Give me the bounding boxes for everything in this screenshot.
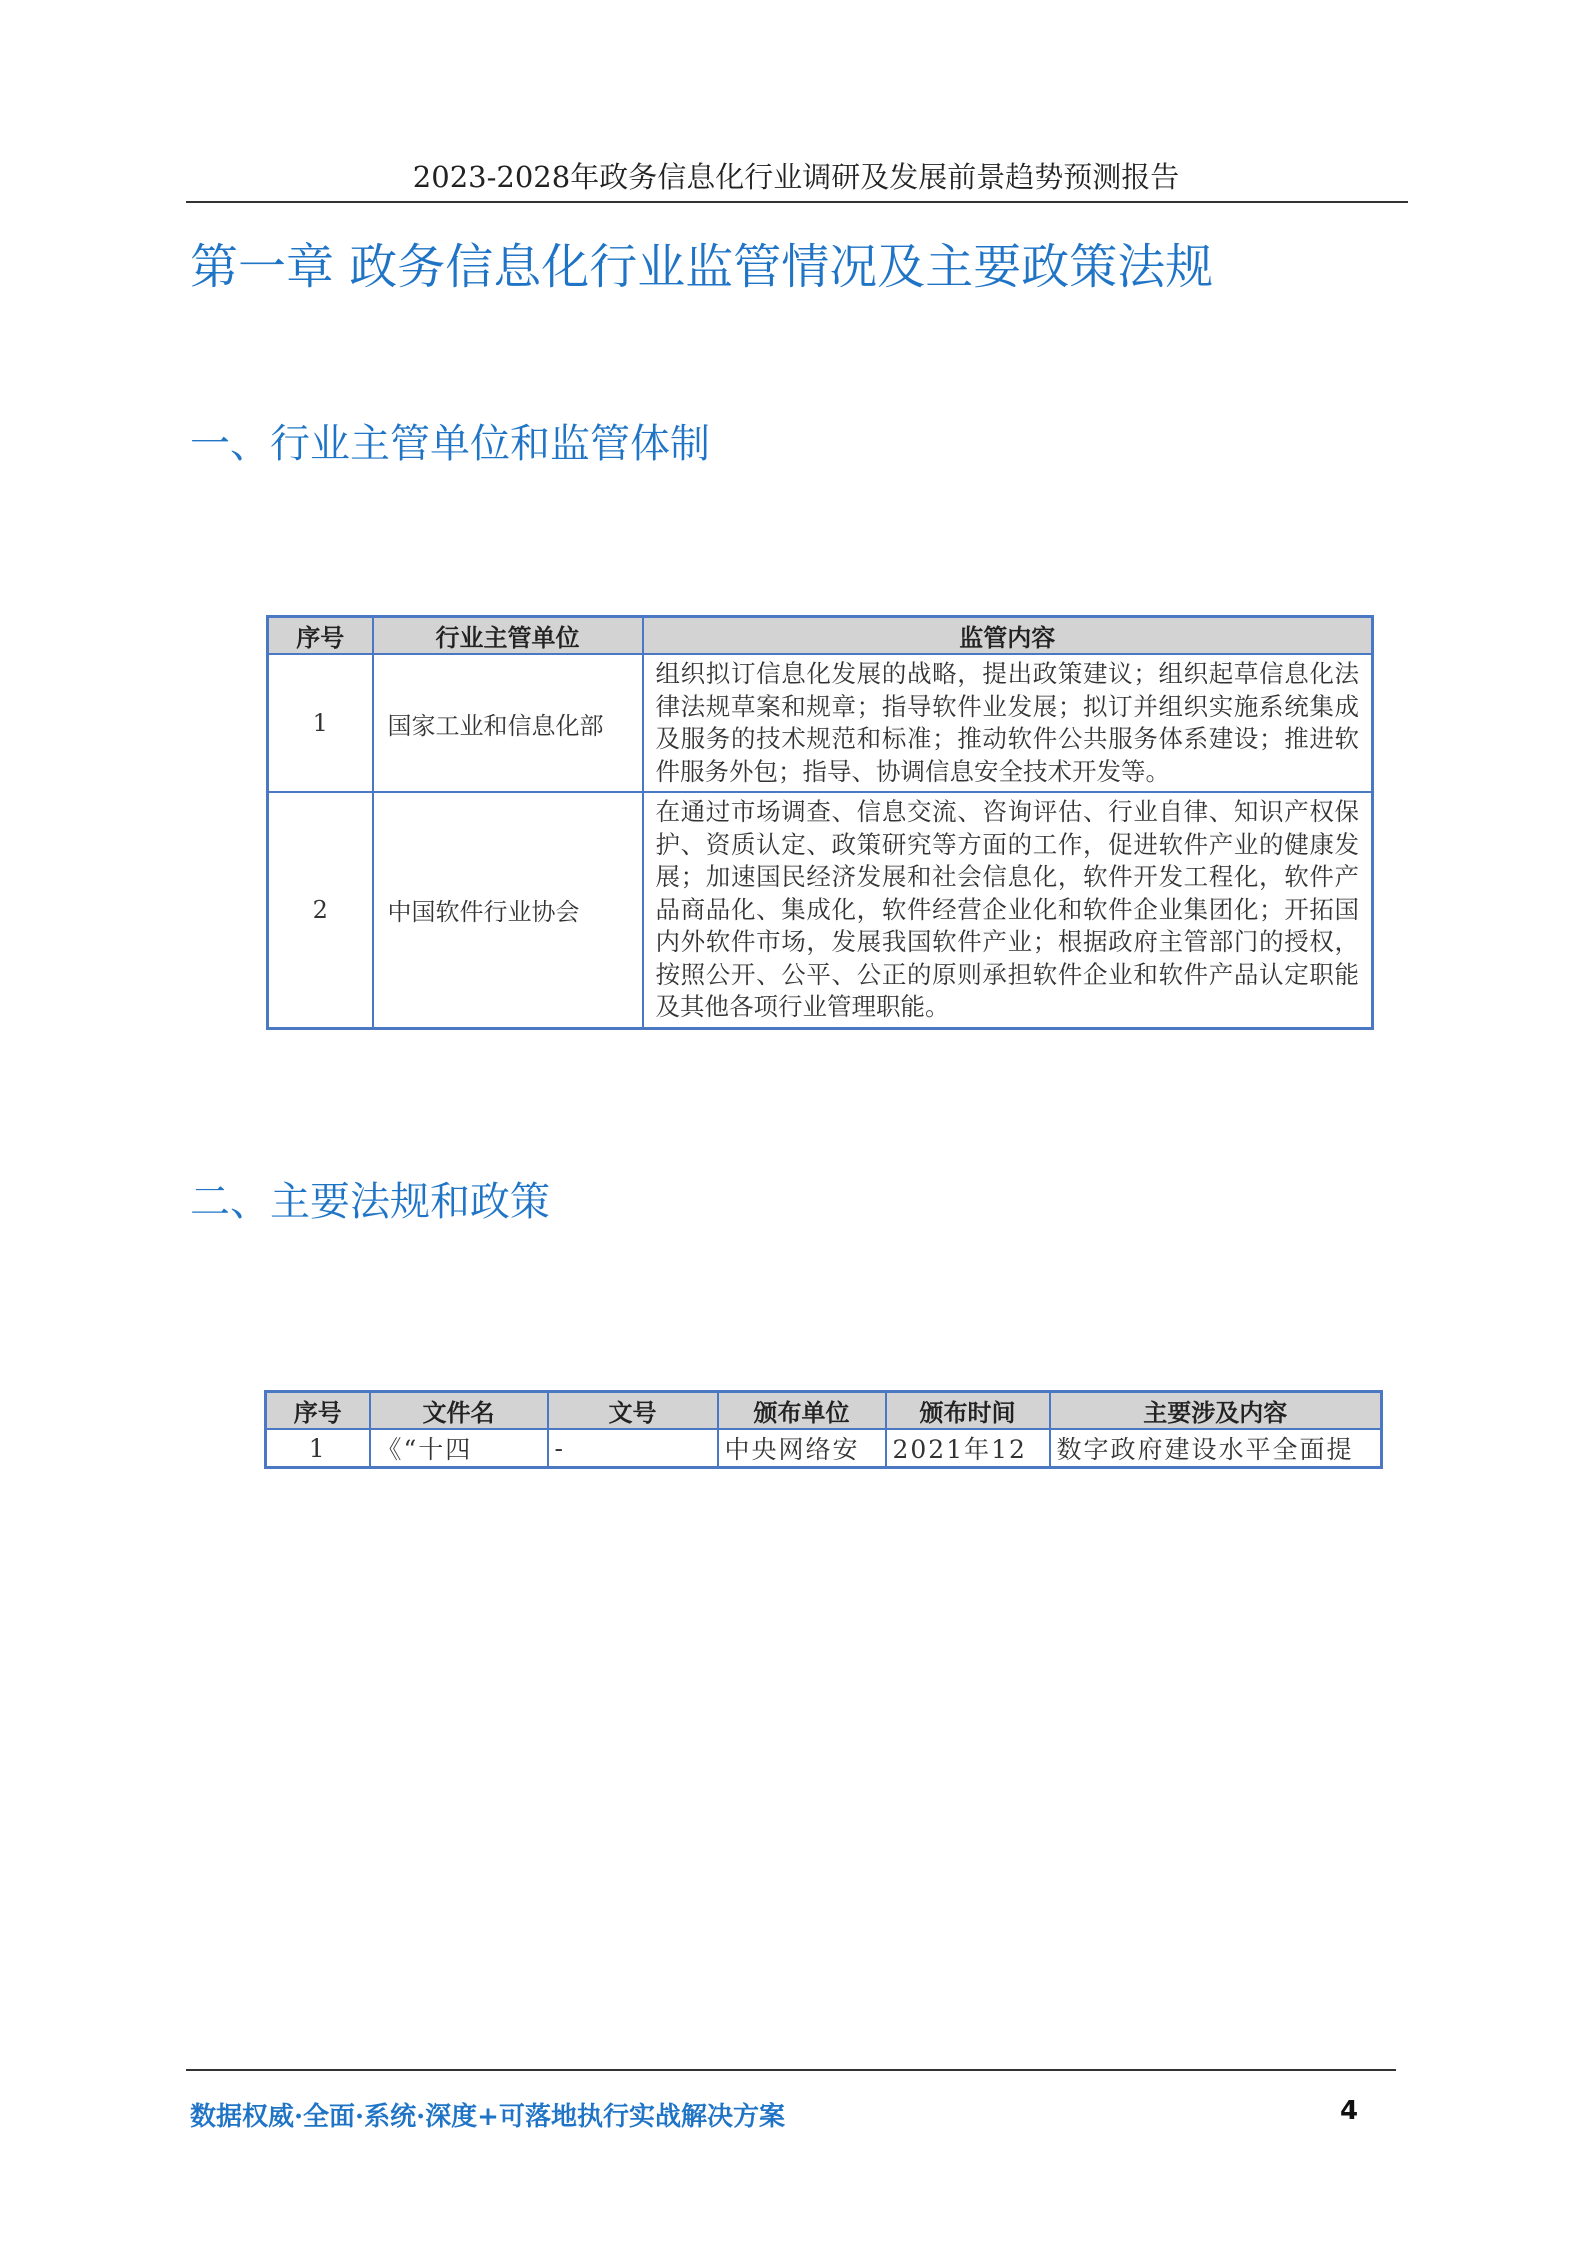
regulation-content: 在通过市场调查、信息交流、咨询评估、行业自律、知识产权保护、资质认定、政策研究等方面的工作，促进软件产业的健康发展；加速国民经济发展和社会信息化，软件开发工程化，软件产品商品化、集成化，软件经营企业化和软件企业集团化；开拓国内外软件市场，发展我国软件产业；根据政府主管部门的授权，按照公开、公平、公正的原则承担软件企业和软件产品认定职能及其他各项行业管理职能。	[643, 792, 1373, 1028]
policy-table	[264, 1390, 1383, 1469]
footer-slogan: 数据权威·全面·系统·深度+可落地执行实战解决方案	[190, 2102, 785, 2132]
section-title-regulators: 一、行业主管单位和监管体制	[190, 421, 710, 467]
page-number: 4	[1340, 2096, 1359, 2126]
issue-date: 2021年12	[886, 1429, 1050, 1468]
table-header-row	[268, 617, 1373, 655]
section-title-policies: 二、主要法规和政策	[190, 1179, 550, 1225]
regulator-name: 国家工业和信息化部	[373, 654, 643, 792]
column-header-content: 监管内容	[643, 617, 1373, 655]
row-number: 2	[268, 792, 373, 1028]
regulator-table	[266, 615, 1374, 1030]
regulator-name: 中国软件行业协会	[373, 792, 643, 1028]
regulation-content: 组织拟订信息化发展的战略，提出政策建议；组织起草信息化法律法规草案和规章；指导软件业发展；拟订并组织实施系统集成及服务的技术规范和标准；推动软件公共服务体系建设；推进软件服务外包；指导、协调信息安全技术开发等。	[643, 654, 1373, 792]
issuer: 中央网络安	[718, 1429, 886, 1468]
doc-number: -	[548, 1429, 718, 1468]
chapter-title: 第一章 政务信息化行业监管情况及主要政策法规	[190, 239, 1214, 295]
table-row	[268, 792, 1373, 1028]
row-number: 1	[266, 1429, 370, 1468]
row-number: 1	[268, 654, 373, 792]
main-content: 数字政府建设水平全面提	[1050, 1429, 1382, 1468]
column-header-date: 颁布时间	[886, 1392, 1050, 1430]
header-divider	[186, 201, 1408, 203]
column-header-no: 序号	[266, 1392, 370, 1430]
running-header-title: 2023-2028年政务信息化行业调研及发展前景趋势预测报告	[412, 160, 1180, 194]
table-row	[268, 654, 1373, 792]
file-name: 《“十四	[370, 1429, 548, 1468]
footer-divider	[186, 2069, 1396, 2071]
table-header-row	[266, 1392, 1382, 1430]
table-row	[266, 1429, 1382, 1468]
column-header-issuer: 颁布单位	[718, 1392, 886, 1430]
column-header-no: 序号	[268, 617, 373, 655]
column-header-unit: 行业主管单位	[373, 617, 643, 655]
column-header-doc-no: 文号	[548, 1392, 718, 1430]
column-header-file-name: 文件名	[370, 1392, 548, 1430]
column-header-main-content: 主要涉及内容	[1050, 1392, 1382, 1430]
